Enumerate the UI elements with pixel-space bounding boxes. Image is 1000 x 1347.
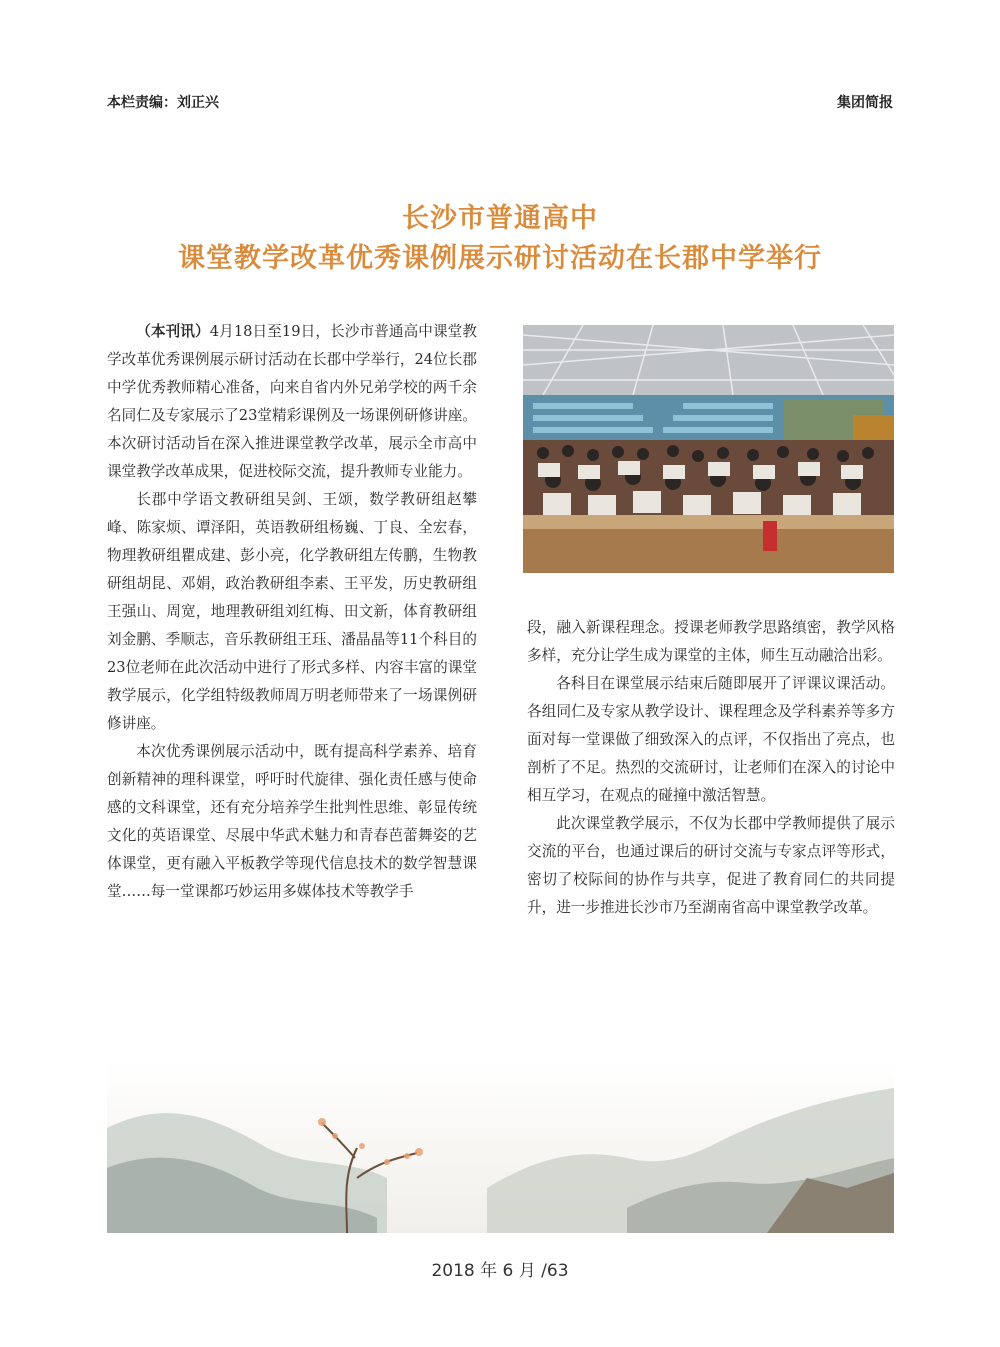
lead-tag: （本刊讯）: [136, 323, 210, 340]
editor-credit: 本栏责编：刘正兴: [107, 95, 219, 111]
paragraph-continuation: 段，融入新课程理念。授课老师教学思路缜密，教学风格多样，充分让学生成为课堂的主体，师生互动融洽出彩。: [527, 619, 895, 664]
right-column: [527, 614, 895, 922]
paragraph-1: [107, 318, 477, 486]
paragraph-2: 长郡中学语文教研组吴剑、王颂，数学教研组赵攀峰、陈家烦、谭泽阳，英语教研组杨巍、丁良、全宏春，物理教研组瞿成建、彭小亮，化学教研组左传鹏，生物教研组胡昆、邓娟，政治教研组李素、王平发，历史教研组王强山、周宽，地理教研组刘红梅、田文新，体育教研组刘金鹏、季顺志，音乐教研组王珏、潘晶晶等11个科目的23位老师在此次活动中进行了形式多样、内容丰富的课堂教学展示，化学组特级教师周万明老师带来了一场课例研修讲座。: [107, 491, 477, 732]
paragraph-1-text: 4月18日至19日，长沙市普通高中课堂教学改革优秀课例展示研讨活动在长郡中学举行，24位长郡中学优秀教师精心准备，向来自省内外兄弟学校的两千余名同仁及专家展示了23堂精彩课例及一场课例研修讲座。本次研讨活动旨在深入推进课堂教学改革，展示全市高中课堂教学改革成果，促进校际交流，提升教师专业能力。: [107, 323, 477, 480]
article-title-line1: 长沙市普通高中: [402, 203, 598, 234]
ink-landscape-image: [107, 1058, 894, 1233]
left-column: [107, 318, 477, 906]
classroom-photo: [523, 325, 894, 573]
page-footer: 2018 年 6 月 /63: [431, 1261, 569, 1281]
paragraph-5: 此次课堂教学展示，不仅为长郡中学教师提供了展示交流的平台，也通过课后的研讨交流与专家点评等形式，密切了校际间的协作与共享，促进了教育同仁的共同提升，进一步推进长沙市乃至湖南省高中课堂教学改革。: [527, 815, 895, 916]
landscape-painting: [107, 1058, 894, 1233]
gymnasium-classroom-image: [523, 325, 894, 573]
paragraph-3: 本次优秀课例展示活动中，既有提高科学素养、培育创新精神的理科课堂，呼吁时代旋律、强化责任感与使命感的文科课堂，还有充分培养学生批判性思维、彰显传统文化的英语课堂、尽展中华武术魅力和青春芭蕾舞姿的艺体课堂，更有融入平板教学等现代信息技术的数学智慧课堂……每一堂课都巧妙运用多媒体技术等教学手: [107, 743, 477, 900]
section-name: 集团简报: [837, 95, 893, 111]
article-title-line2: 课堂教学改革优秀课例展示研讨活动在长郡中学举行: [178, 243, 822, 274]
paragraph-4: 各科目在课堂展示结束后随即展开了评课议课活动。各组同仁及专家从教学设计、课程理念及学科素养等多方面对每一堂课做了细致深入的点评，不仅指出了亮点，也剖析了不足。热烈的交流研讨，让老师们在深入的讨论中相互学习，在观点的碰撞中激活智慧。: [527, 675, 895, 804]
